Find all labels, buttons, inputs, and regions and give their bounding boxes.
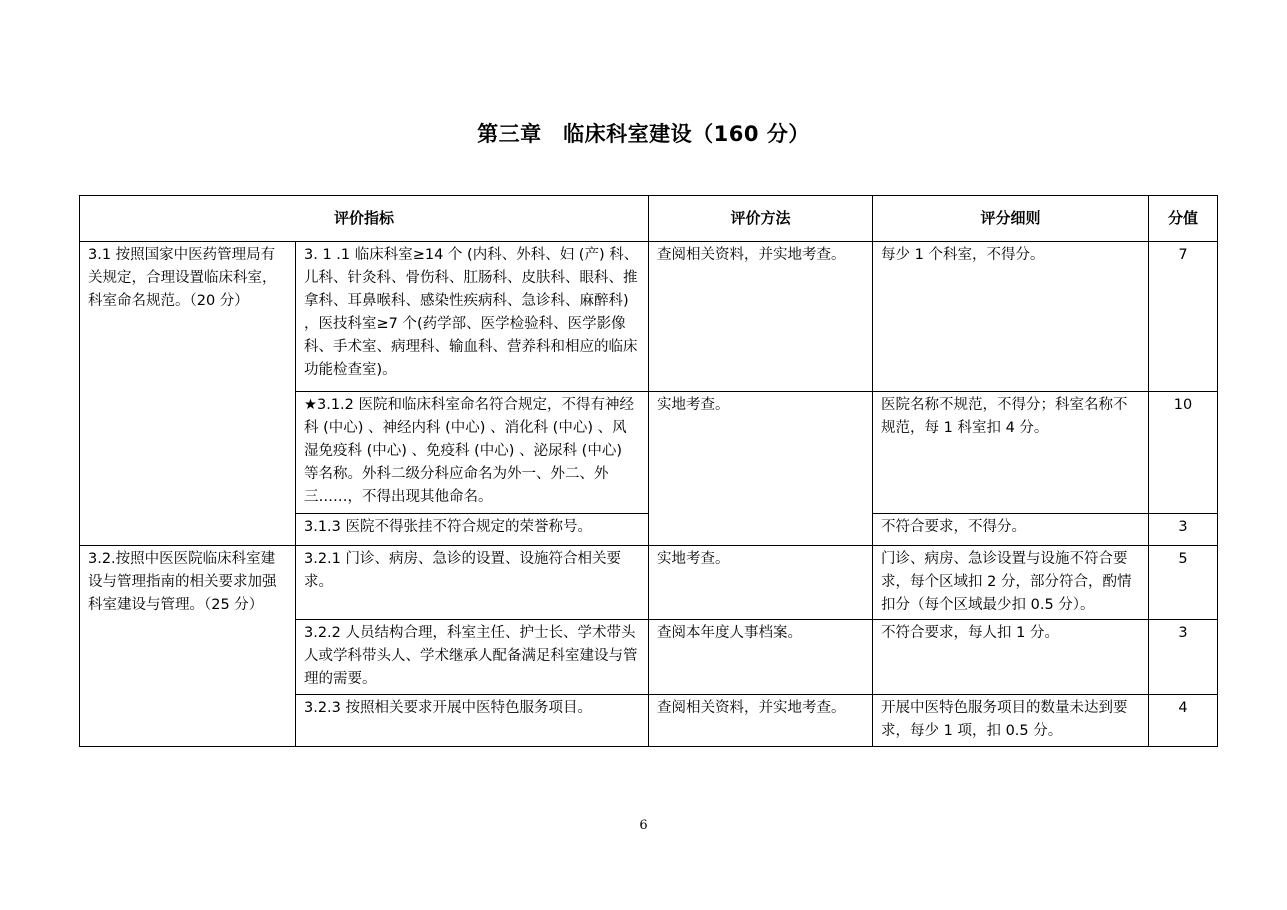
page-number: 6 xyxy=(639,818,648,833)
sub-indicator: 3. 1 .1 临床科室≥14 个 (内科、外科、妇 (产) 科、儿科、针灸科、骨伤科、肛肠科、皮肤科、眼科、推拿科、耳鼻喉科、感染性疾病科、急诊科、麻醉科) ，医技科室≥7 个(药学部、医学检验科、医学影像科、手术室、病理科、输血科、营养科和相应的临床功能检查室)。 xyxy=(296,242,649,392)
scoring-criteria: 门诊、病房、急诊设置与设施不符合要求，每个区域扣 2 分，部分符合，酌情扣分（每个区域最少扣 0.5 分）。 xyxy=(873,546,1149,620)
header-score: 分值 xyxy=(1149,196,1218,242)
score-value: 10 xyxy=(1149,392,1218,514)
table-row xyxy=(80,546,1218,620)
section-label: 3.1 按照国家中医药管理局有关规定，合理设置临床科室，科室命名规范。（20 分） xyxy=(80,242,296,546)
sub-indicator: 3.2.2 人员结构合理，科室主任、护士长、学术带头人或学科带头人、学术继承人配备满足科室建设与管理的需要。 xyxy=(296,620,649,695)
sub-indicator: 3.2.1 门诊、病房、急诊的设置、设施符合相关要求。 xyxy=(296,546,649,620)
evaluation-method: 查阅相关资料，并实地考查。 xyxy=(649,695,873,747)
header-indicator: 评价指标 xyxy=(80,196,649,242)
sub-indicator: 3.1.3 医院不得张挂不符合规定的荣誉称号。 xyxy=(296,514,649,546)
evaluation-method: 查阅本年度人事档案。 xyxy=(649,620,873,695)
scoring-criteria: 不符合要求，不得分。 xyxy=(873,514,1149,546)
scoring-criteria: 开展中医特色服务项目的数量未达到要求，每少 1 项，扣 0.5 分。 xyxy=(873,695,1149,747)
score-value: 3 xyxy=(1149,514,1218,546)
section-label: 3.2.按照中医医院临床科室建设与管理指南的相关要求加强科室建设与管理。（25 分） xyxy=(80,546,296,747)
sub-indicator: 3.2.3 按照相关要求开展中医特色服务项目。 xyxy=(296,695,649,747)
evaluation-method: 实地考查。 xyxy=(649,546,873,620)
sub-indicator: ★3.1.2 医院和临床科室命名符合规定，不得有神经科 (中心) 、神经内科 (中心) 、消化科 (中心) 、风湿免疫科 (中心) 、免疫科 (中心) 、泌尿科 (中心) 等名称。外科二级分科应命名为外一、外二、外三……，不得出现其他命名。 xyxy=(296,392,649,514)
table-header-row xyxy=(80,196,1218,242)
score-value: 7 xyxy=(1149,242,1218,392)
scoring-criteria: 不符合要求，每人扣 1 分。 xyxy=(873,620,1149,695)
header-method: 评价方法 xyxy=(649,196,873,242)
score-value: 3 xyxy=(1149,620,1218,695)
evaluation-table xyxy=(79,195,1218,747)
table-row xyxy=(80,242,1218,392)
evaluation-method: 实地考查。 xyxy=(649,392,873,546)
evaluation-method: 查阅相关资料，并实地考查。 xyxy=(649,242,873,392)
page-title: 第三章 临床科室建设（160 分） xyxy=(477,122,810,146)
scoring-criteria: 医院名称不规范，不得分；科室名称不规范，每 1 科室扣 4 分。 xyxy=(873,392,1149,514)
scoring-criteria: 每少 1 个科室，不得分。 xyxy=(873,242,1149,392)
header-criteria: 评分细则 xyxy=(873,196,1149,242)
score-value: 5 xyxy=(1149,546,1218,620)
score-value: 4 xyxy=(1149,695,1218,747)
